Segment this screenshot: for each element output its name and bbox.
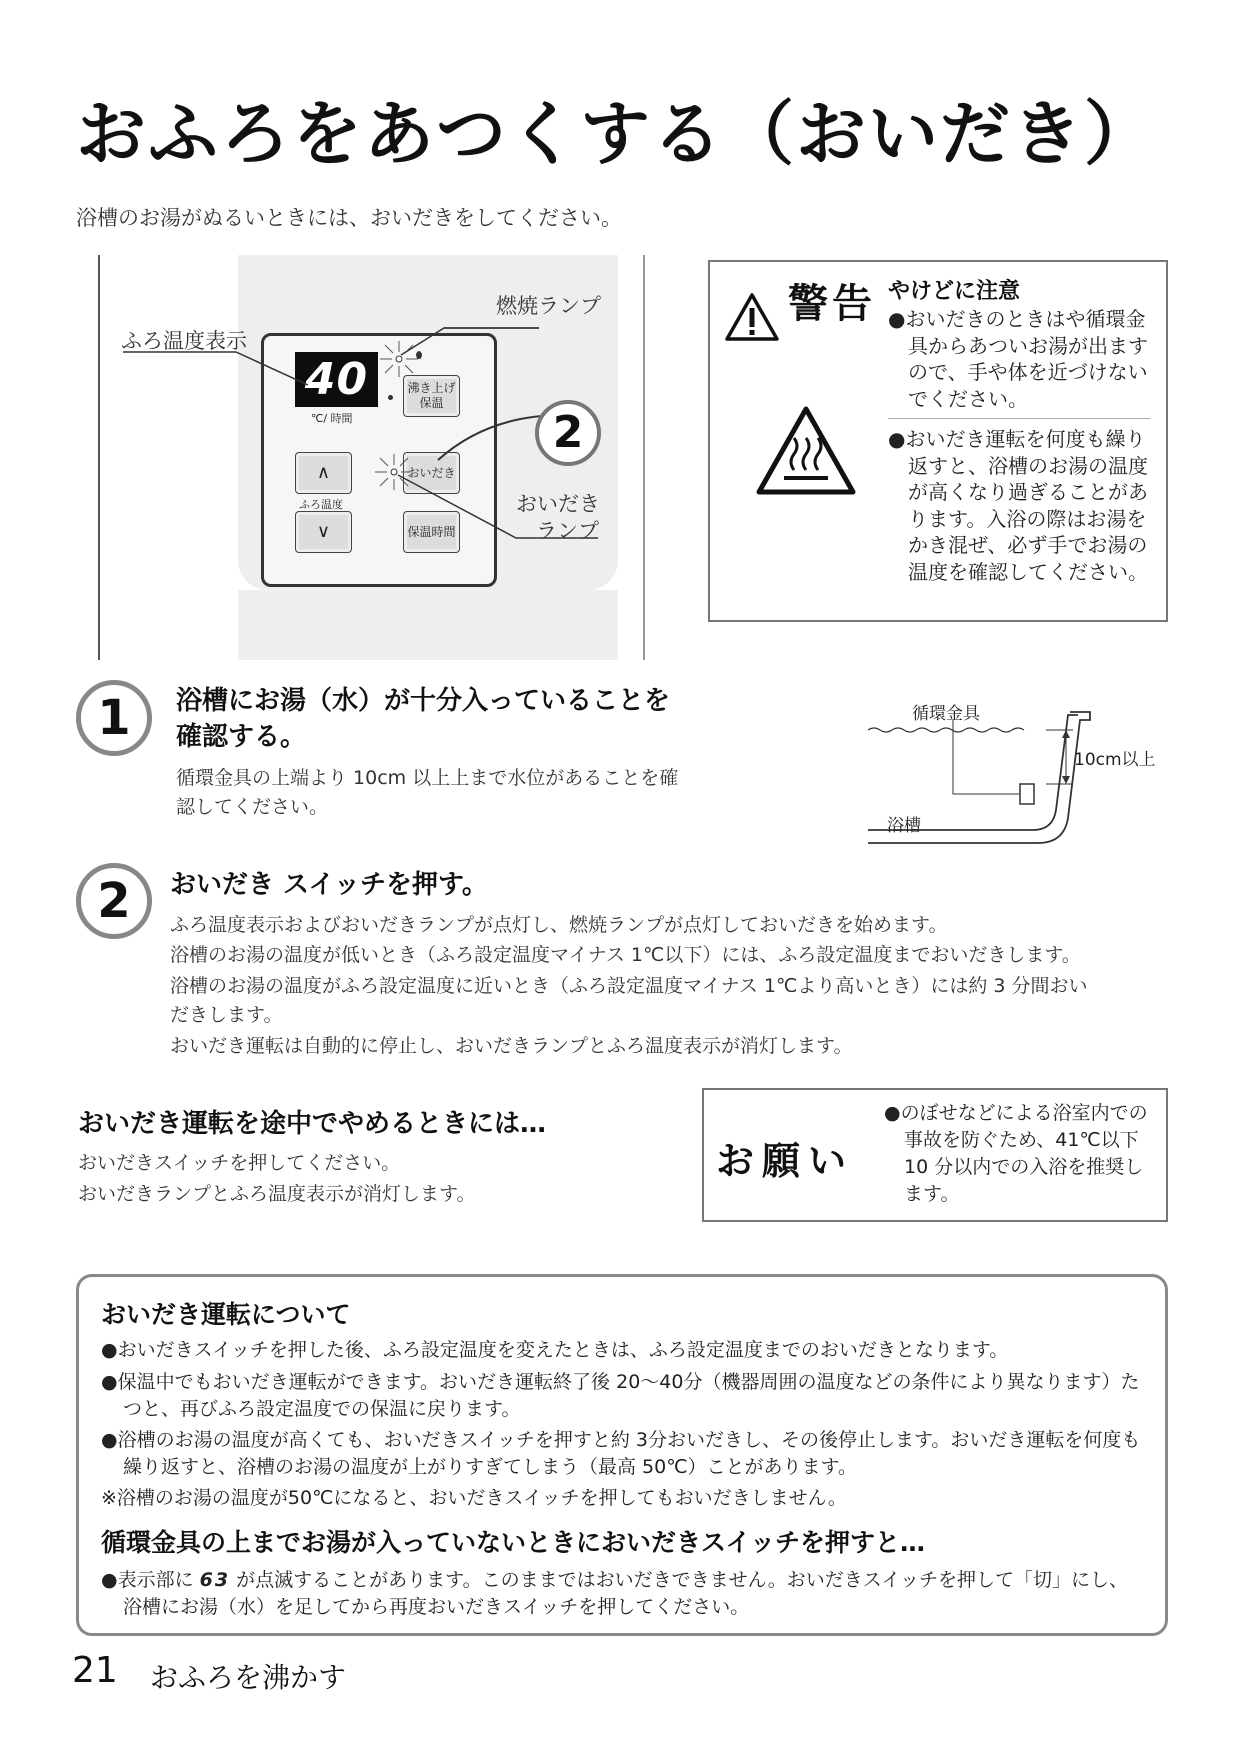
combustion-lamp-callout: 燃焼ランプ [496, 294, 601, 318]
step-2-number: 2 [76, 863, 152, 939]
step-2-line-4: だきします。 [170, 1004, 283, 1026]
info-box [76, 1274, 1168, 1636]
oidaki-lamp [391, 469, 397, 475]
step-2-line-5: おいだき運転は自動的に停止し、おいだきランプとふろ温度表示が消灯します。 [170, 1035, 853, 1057]
step-1-title-line-1: 浴槽にお湯（水）が十分入っていることを [176, 686, 671, 716]
boil-keep-warm-button[interactable]: 沸き上げ 保温 [403, 375, 460, 417]
info-heading-1: おいだき運転について [101, 1300, 351, 1329]
keep-warm-time-button[interactable]: 保温時間 [403, 511, 460, 553]
stop-body [78, 1148, 475, 1210]
water-surface [868, 728, 1024, 732]
step-2-title: おいだき スイッチを押す。 [170, 870, 488, 900]
info-item-1: ●おいだきスイッチを押した後、ふろ設定温度を変えたときは、ふろ設定温度までのおいだきとなります。 [101, 1339, 1009, 1361]
temp-up-button[interactable]: ∧ [295, 452, 352, 494]
warning-separator [888, 418, 1150, 419]
tub-height-label: 10cm以上 [1074, 750, 1156, 770]
combustion-lamp-leader [401, 328, 539, 355]
tub-fitting-label: 循環金具 [912, 704, 980, 724]
tub-diagram [868, 700, 1178, 860]
request-heading: お願い [716, 1139, 855, 1183]
tub-label: 浴槽 [887, 816, 921, 836]
combustion-lamp [396, 356, 402, 362]
flame-icon [416, 351, 422, 359]
info-item-4 [101, 1567, 1146, 1621]
request-body: ●のぼせなどによる浴室内での事故を防ぐため、41℃以下 10 分以内での入浴を推奨します。 [884, 1102, 1148, 1205]
step-2-marker: 2 [535, 400, 601, 466]
step-2-line-3: 浴槽のお湯の温度がふろ設定温度に近いとき（ふろ設定温度マイナス 1℃より高いとき）には約 3 分間おい [170, 975, 1088, 997]
info-note: ※浴槽のお湯の温度が50℃になると、おいだきスイッチを押してもおいだきしません。 [101, 1487, 847, 1509]
page-number: 21 [72, 1650, 118, 1691]
stop-line-1: おいだきスイッチを押してください。 [78, 1152, 401, 1174]
oidaki-lamp-callout-1: おいだき [516, 492, 600, 516]
request-box [702, 1088, 1168, 1222]
page-title: おふろをあつくする（おいだき） [76, 93, 1156, 175]
info-heading-2: 循環金具の上までお湯が入っていないときにおいだきスイッチを押すと… [101, 1528, 926, 1557]
stop-line-2: おいだきランプとふろ温度表示が消灯します。 [78, 1183, 476, 1205]
temp-down-button[interactable]: ∨ [295, 511, 352, 553]
step-1-body-line-1: 循環金具の上端より 10cm 以上上まで水位があることを確 [176, 767, 679, 789]
info-item-3: ●浴槽のお湯の温度が高くても、おいだきスイッチを押すと約 3分おいだきし、その後停止します。おいだき運転を何度も繰り返すと、浴槽のお湯の温度が上がりすぎてしまう（最高 50℃）ことがあります。 [101, 1429, 1141, 1478]
circulation-fitting [1020, 784, 1034, 804]
step-1-title-line-2: 確認する。 [176, 722, 307, 752]
step-1-body-line-2: 認してください。 [176, 796, 329, 818]
warning-item-1: ●おいだきのときはや循環金具からあついお湯が出ますので、手や体を近づけないでください。 [888, 307, 1148, 411]
bath-temp-label: ふろ温度 [299, 498, 343, 511]
oidaki-button[interactable]: おいだき [403, 452, 460, 494]
stop-title: おいだき運転を途中でやめるときには… [78, 1109, 547, 1139]
step-1-number: 1 [76, 680, 152, 756]
temp-display-callout: ふろ温度表示 [121, 329, 247, 353]
warning-subheading: やけどに注意 [888, 279, 1021, 304]
remote-figure [98, 255, 648, 660]
temp-display-leader [123, 352, 308, 385]
info-item-4-prefix: ●表示部に [101, 1569, 194, 1591]
intro-text: 浴槽のお湯がぬるいときには、おいだきをしてください。 [76, 206, 622, 230]
warning-box [708, 260, 1168, 622]
warning-icon [724, 292, 780, 342]
warning-item-2: ●おいだき運転を何度も繰り返すと、浴槽のお湯の温度が高くなり過ぎることがあります。入浴の際はお湯をかき混ぜ、必ず手でお湯の温度を確認してください。 [888, 427, 1148, 584]
step-2-line-1: ふろ温度表示およびおいだきランプが点灯し、燃焼ランプが点灯しておいだきを始めます。 [170, 914, 948, 936]
info-item-2: ●保温中でもおいだき運転ができます。おいだき運転終了後 20～40分（機器周囲の温度などの条件により異なります）たつと、再びふろ設定温度での保温に戻ります。 [101, 1371, 1140, 1420]
error-code: 63 [199, 1569, 231, 1591]
hot-surface-icon [754, 404, 858, 498]
display-unit-label: ℃/ 時間 [311, 412, 353, 425]
section-name: おふろを沸かす [150, 1661, 347, 1694]
step-2-line-2: 浴槽のお湯の温度が低いとき（ふろ設定温度マイナス 1℃以下）には、ふろ設定温度までおいだきします。 [170, 944, 1081, 966]
oidaki-lamp-callout-2: ランプ [536, 519, 599, 543]
info-item-4-suffix: が点滅することがあります。このままではおいだきできません。おいだきスイッチを押して「切」にし、浴槽にお湯（水）を足してから再度おいだきスイッチを押してください。 [123, 1569, 1129, 1618]
warning-heading: 警告 [788, 281, 876, 327]
temperature-display: 40 [295, 352, 378, 407]
